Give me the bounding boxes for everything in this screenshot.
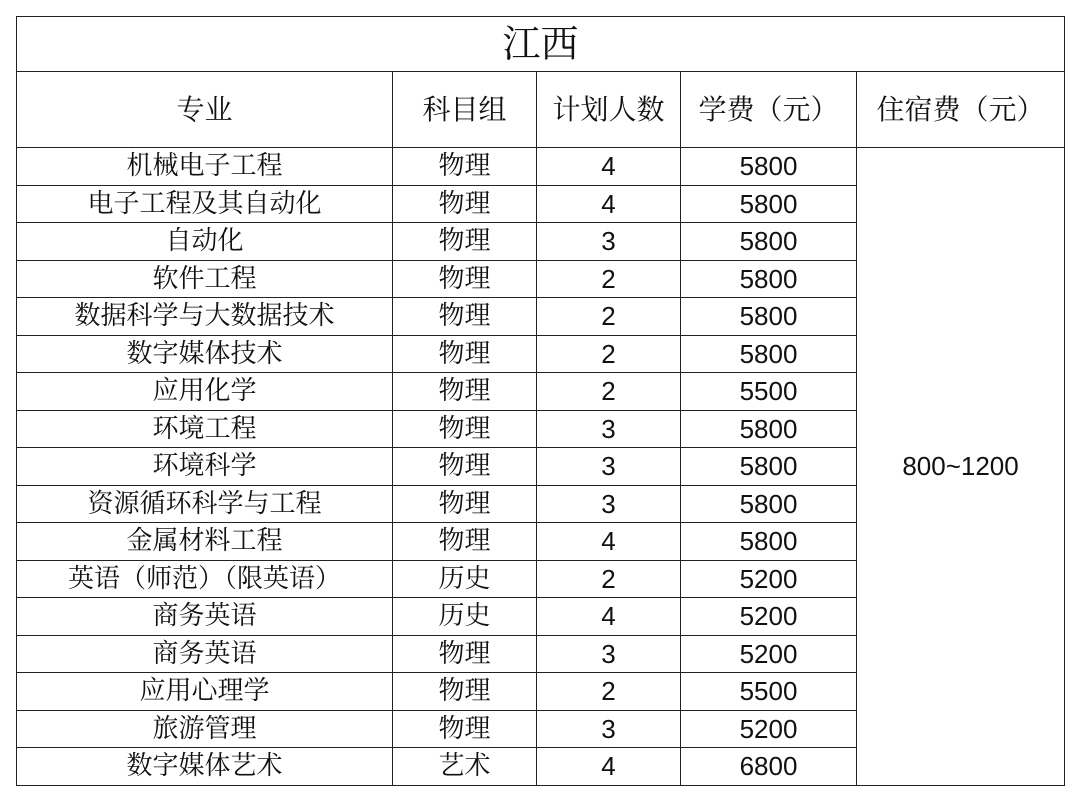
major-cell: 商务英语 [17, 635, 393, 673]
tuition-cell: 5800 [681, 185, 857, 223]
lodging-fee-cell: 800~1200 [857, 148, 1065, 786]
subject-group-cell: 艺术 [393, 748, 537, 786]
major-cell: 旅游管理 [17, 710, 393, 748]
subject-group-cell: 物理 [393, 298, 537, 336]
plan-count-cell: 2 [537, 673, 681, 711]
plan-count-cell: 2 [537, 560, 681, 598]
plan-count-cell: 2 [537, 373, 681, 411]
tuition-cell: 5800 [681, 298, 857, 336]
table-row [17, 148, 1065, 186]
header-row [17, 72, 1065, 148]
plan-count-cell: 3 [537, 710, 681, 748]
plan-count-cell: 4 [537, 598, 681, 636]
plan-count-cell: 2 [537, 260, 681, 298]
tuition-cell: 5800 [681, 485, 857, 523]
tuition-cell: 5800 [681, 223, 857, 261]
major-cell: 应用化学 [17, 373, 393, 411]
subject-group-cell: 物理 [393, 635, 537, 673]
subject-group-cell: 历史 [393, 560, 537, 598]
tuition-cell: 5800 [681, 335, 857, 373]
major-cell: 英语（师范）（限英语） [17, 560, 393, 598]
plan-count-cell: 2 [537, 298, 681, 336]
subject-group-cell: 物理 [393, 185, 537, 223]
tuition-cell: 5800 [681, 523, 857, 561]
major-cell: 金属材料工程 [17, 523, 393, 561]
tuition-cell: 5800 [681, 448, 857, 486]
major-cell: 数字媒体技术 [17, 335, 393, 373]
major-cell: 商务英语 [17, 598, 393, 636]
subject-group-cell: 物理 [393, 523, 537, 561]
subject-group-cell: 物理 [393, 710, 537, 748]
major-cell: 资源循环科学与工程 [17, 485, 393, 523]
header-subject-group: 科目组 [393, 72, 537, 148]
major-cell: 电子工程及其自动化 [17, 185, 393, 223]
plan-count-cell: 3 [537, 485, 681, 523]
header-lodging: 住宿费（元） [857, 72, 1065, 148]
subject-group-cell: 历史 [393, 598, 537, 636]
tuition-cell: 5800 [681, 410, 857, 448]
plan-count-cell: 4 [537, 523, 681, 561]
plan-count-cell: 4 [537, 748, 681, 786]
plan-count-cell: 3 [537, 410, 681, 448]
major-cell: 数据科学与大数据技术 [17, 298, 393, 336]
tuition-cell: 6800 [681, 748, 857, 786]
plan-count-cell: 2 [537, 335, 681, 373]
tuition-cell: 5500 [681, 373, 857, 411]
major-cell: 软件工程 [17, 260, 393, 298]
tuition-cell: 5200 [681, 710, 857, 748]
major-cell: 环境工程 [17, 410, 393, 448]
major-cell: 数字媒体艺术 [17, 748, 393, 786]
major-cell: 应用心理学 [17, 673, 393, 711]
subject-group-cell: 物理 [393, 223, 537, 261]
table-title: 江西 [17, 17, 1065, 72]
subject-group-cell: 物理 [393, 373, 537, 411]
subject-group-cell: 物理 [393, 485, 537, 523]
tuition-cell: 5200 [681, 560, 857, 598]
header-plan-count: 计划人数 [537, 72, 681, 148]
tuition-cell: 5200 [681, 635, 857, 673]
tuition-cell: 5800 [681, 148, 857, 186]
tuition-cell: 5200 [681, 598, 857, 636]
subject-group-cell: 物理 [393, 260, 537, 298]
plan-count-cell: 3 [537, 223, 681, 261]
subject-group-cell: 物理 [393, 410, 537, 448]
major-cell: 机械电子工程 [17, 148, 393, 186]
title-row [17, 17, 1065, 72]
tuition-cell: 5500 [681, 673, 857, 711]
major-cell: 环境科学 [17, 448, 393, 486]
plan-count-cell: 3 [537, 448, 681, 486]
subject-group-cell: 物理 [393, 673, 537, 711]
tuition-cell: 5800 [681, 260, 857, 298]
plan-count-cell: 4 [537, 185, 681, 223]
plan-count-cell: 3 [537, 635, 681, 673]
header-tuition: 学费（元） [681, 72, 857, 148]
header-major: 专业 [17, 72, 393, 148]
subject-group-cell: 物理 [393, 335, 537, 373]
subject-group-cell: 物理 [393, 448, 537, 486]
major-cell: 自动化 [17, 223, 393, 261]
subject-group-cell: 物理 [393, 148, 537, 186]
plan-count-cell: 4 [537, 148, 681, 186]
admission-plan-table [16, 16, 1065, 786]
